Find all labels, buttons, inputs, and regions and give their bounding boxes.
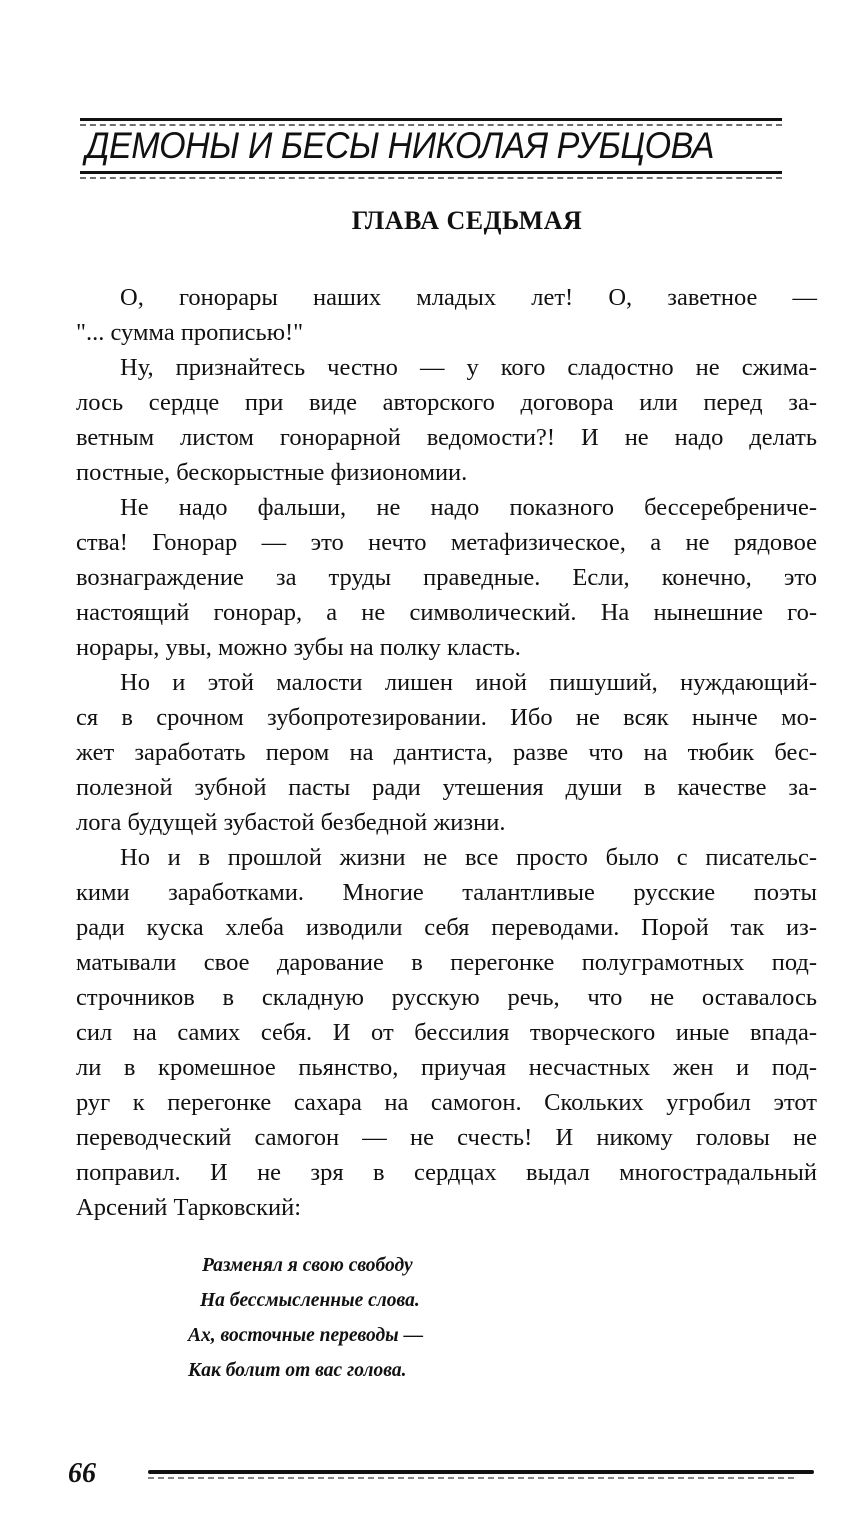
- text-line: Не надо фальши, не надо показного бессеребрениче-: [120, 494, 817, 521]
- text-line: ся в срочном зубопротезировании. Ибо не всяк нынче мо-: [76, 704, 817, 731]
- header-bottom-rule: [80, 171, 782, 174]
- footer-rule: [148, 1470, 814, 1474]
- running-header: [80, 112, 782, 174]
- poem-line: Как болит от вас голова.: [188, 1360, 407, 1381]
- text-line: Но и этой малости лишен иной пишуший, нуждающий-: [120, 669, 817, 696]
- poem-line: Разменял я свою свободу: [202, 1255, 413, 1276]
- body-text: [76, 280, 817, 1225]
- text-line: О, гонорары наших младых лет! О, заветное —: [120, 284, 817, 311]
- text-line: поправил. И не зря в сердцах выдал многострадальный: [76, 1159, 817, 1186]
- text-line: руг к перегонке сахара на самогон. Скольких угробил этот: [76, 1089, 817, 1116]
- text-line: настоящий гонорар, а не символический. На нынешние го-: [76, 599, 817, 626]
- text-line: ветным листом гонорарной ведомости?! И не надо делать: [76, 424, 817, 451]
- text-line: Арсений Тарковский:: [76, 1194, 302, 1221]
- text-line: постные, бескорыстные физиономии.: [76, 459, 468, 486]
- running-title: ДЕМОНЫ И БЕСЫ НИКОЛАЯ РУБЦОВА: [85, 125, 715, 166]
- text-line: лось сердце при виде авторского договора или перед за-: [76, 389, 817, 416]
- text-line: сил на самих себя. И от бессилия творческого иные впада-: [76, 1019, 817, 1046]
- poem-line: На бессмысленные слова.: [200, 1290, 420, 1311]
- page-footer: [68, 1456, 818, 1496]
- text-line: кими заработками. Многие талантливые русские поэты: [76, 879, 817, 906]
- text-line: вознаграждение за труды праведные. Если, конечно, это: [76, 564, 817, 591]
- text-line: Ну, признайтесь честно — у кого сладостно не сжима-: [120, 354, 817, 381]
- text-line: ства! Гонорар — это нечто метафизическое, а не рядовое: [76, 529, 817, 556]
- text-line: полезной зубной пасты ради утешения души в качестве за-: [76, 774, 817, 801]
- text-line: "... сумма прописью!": [76, 319, 304, 346]
- text-line: лога будущей зубастой безбедной жизни.: [76, 809, 506, 836]
- text-line: норары, увы, можно зубы на полку класть.: [76, 634, 521, 661]
- poem-quote: [188, 1248, 423, 1388]
- text-line: Но и в прошлой жизни не все просто было с писательс-: [120, 844, 817, 871]
- chapter-title: ГЛАВА СЕДЬМАЯ: [351, 206, 583, 235]
- text-line: строчников в складную русскую речь, что не оставалось: [76, 984, 817, 1011]
- text-line: ради куска хлеба изводили себя переводами. Порой так из-: [76, 914, 817, 941]
- poem-line: Ах, восточные переводы —: [188, 1325, 424, 1346]
- text-line: матывали свое дарование в перегонке полуграмотных под-: [76, 949, 817, 976]
- text-line: переводческий самогон — не счесть! И никому головы не: [76, 1124, 817, 1151]
- text-line: жет заработать пером на дантиста, разве что на тюбик бес-: [76, 739, 817, 766]
- page-number: 66: [68, 1458, 96, 1489]
- text-line: ли в кромешное пьянство, приучая несчастных жен и под-: [76, 1054, 817, 1081]
